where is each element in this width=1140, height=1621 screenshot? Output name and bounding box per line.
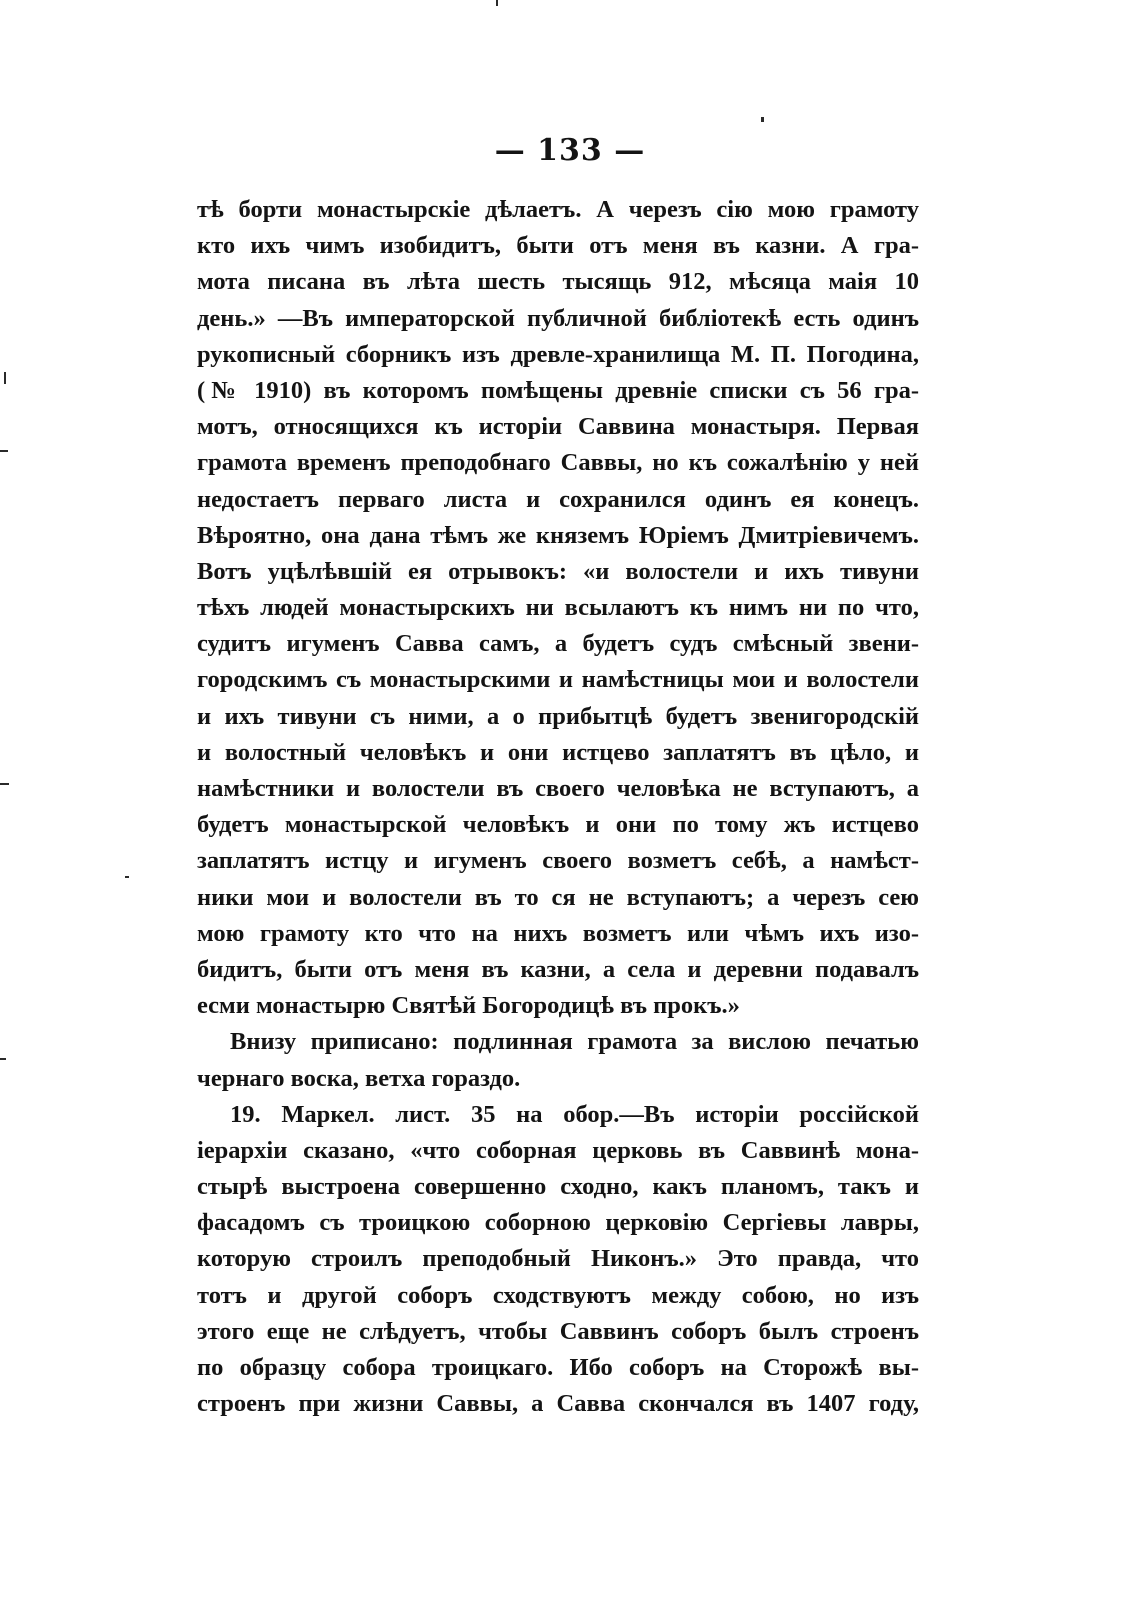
text-line: недостаетъ перваго листа и сохранился одинъ ея конецъ. xyxy=(197,485,919,513)
scan-speck xyxy=(4,372,6,384)
text-line: тѣ борти монастырскіе дѣлаетъ. А черезъ сію мою грамоту xyxy=(197,196,919,223)
text-line: тѣхъ людей монастырскихъ ни всылаютъ къ нимъ ни по что, xyxy=(197,594,919,622)
text-line: Вѣроятно, она дана тѣмъ же княземъ Юріемъ Дмитріевичемъ. xyxy=(197,521,919,549)
text-line: іерархіи сказано, «что соборная церковь въ Саввинѣ мона- xyxy=(197,1136,919,1164)
scan-speck xyxy=(496,0,498,6)
text-line: чернаго воска, ветха гораздо. xyxy=(197,1064,521,1092)
text-line: мотъ, относящихся къ исторіи Саввина монастыря. Первая xyxy=(197,413,919,441)
text-line: по образцу собора троицкаго. Ибо соборъ на Сторожѣ вы- xyxy=(197,1354,919,1381)
text-line: (№ 1910) въ которомъ помѣщены древніе списки съ 56 гра- xyxy=(197,376,919,404)
text-line: Вотъ уцѣлѣвшій ея отрывокъ: «и волостели и ихъ тивуни xyxy=(197,557,919,585)
page-number: — 133 — xyxy=(494,133,646,168)
text-line: кто ихъ чимъ изобидитъ, быти отъ меня въ казни. А гра- xyxy=(197,232,919,260)
text-line: которую строилъ преподобный Никонъ.» Это правда, что xyxy=(197,1245,919,1273)
text-line: судитъ игуменъ Савва самъ, а будетъ судъ смѣсный звени- xyxy=(197,630,919,658)
text-line: грамота временъ преподобнаго Саввы, но къ сожалѣнію у ней xyxy=(197,449,919,477)
text-line: будетъ монастырской человѣкъ и они по тому жъ истцево xyxy=(197,811,919,839)
text-line: ники мои и волостели въ то ся не вступаютъ; а черезъ сею xyxy=(197,883,919,911)
text-line: есми монастырю Святѣй Богородицѣ въ прокъ.» xyxy=(197,992,740,1020)
text-line: строенъ при жизни Саввы, а Савва скончался въ 1407 году, xyxy=(197,1390,919,1418)
text-line: мою грамоту кто что на нихъ возметъ или чѣмъ ихъ изо- xyxy=(197,919,919,947)
text-line: и волостный человѣкъ и они истцево заплатятъ въ цѣло, и xyxy=(197,738,919,766)
scan-speck xyxy=(0,783,9,785)
text-line: и ихъ тивуни съ ними, а о прибытцѣ будетъ звенигородскій xyxy=(197,702,919,730)
text-line: 19. Маркел. лист. 35 на обор.—Въ исторіи россійской xyxy=(230,1100,919,1128)
text-line: рукописный сборникъ изъ древле-хранилища М. П. Погодина, xyxy=(197,340,919,368)
scan-speck xyxy=(125,876,129,878)
text-line: день.» —Въ императорской публичной библіотекѣ есть одинъ xyxy=(197,304,919,332)
text-line: намѣстники и волостели въ своего человѣка не вступаютъ, а xyxy=(197,775,919,802)
text-line: Внизу приписано: подлинная грамота за вислою печатью xyxy=(230,1028,919,1056)
text-line: заплатятъ истцу и игуменъ своего возметъ себѣ, а намѣст- xyxy=(197,847,919,875)
text-line: тотъ и другой соборъ сходствуютъ между собою, но изъ xyxy=(197,1281,919,1309)
text-line: стырѣ выстроена совершенно сходно, какъ планомъ, такъ и xyxy=(197,1173,919,1201)
text-line: фасадомъ съ троицкою соборною церковію Сергіевы лавры, xyxy=(197,1209,919,1237)
text-line: этого еще не слѣдуетъ, чтобы Саввинъ соборъ былъ строенъ xyxy=(197,1317,919,1345)
body-text xyxy=(197,192,919,1422)
scan-speck xyxy=(761,117,764,122)
text-line: мота писана въ лѣта шесть тысящь 912, мѣсяца маія 10 xyxy=(197,268,919,296)
text-line: городскимъ съ монастырскими и намѣстницы мои и волостели xyxy=(197,666,919,694)
scan-speck xyxy=(0,1058,6,1060)
scan-speck xyxy=(0,450,8,452)
text-line: бидитъ, быти отъ меня въ казни, а села и деревни подавалъ xyxy=(197,955,919,983)
